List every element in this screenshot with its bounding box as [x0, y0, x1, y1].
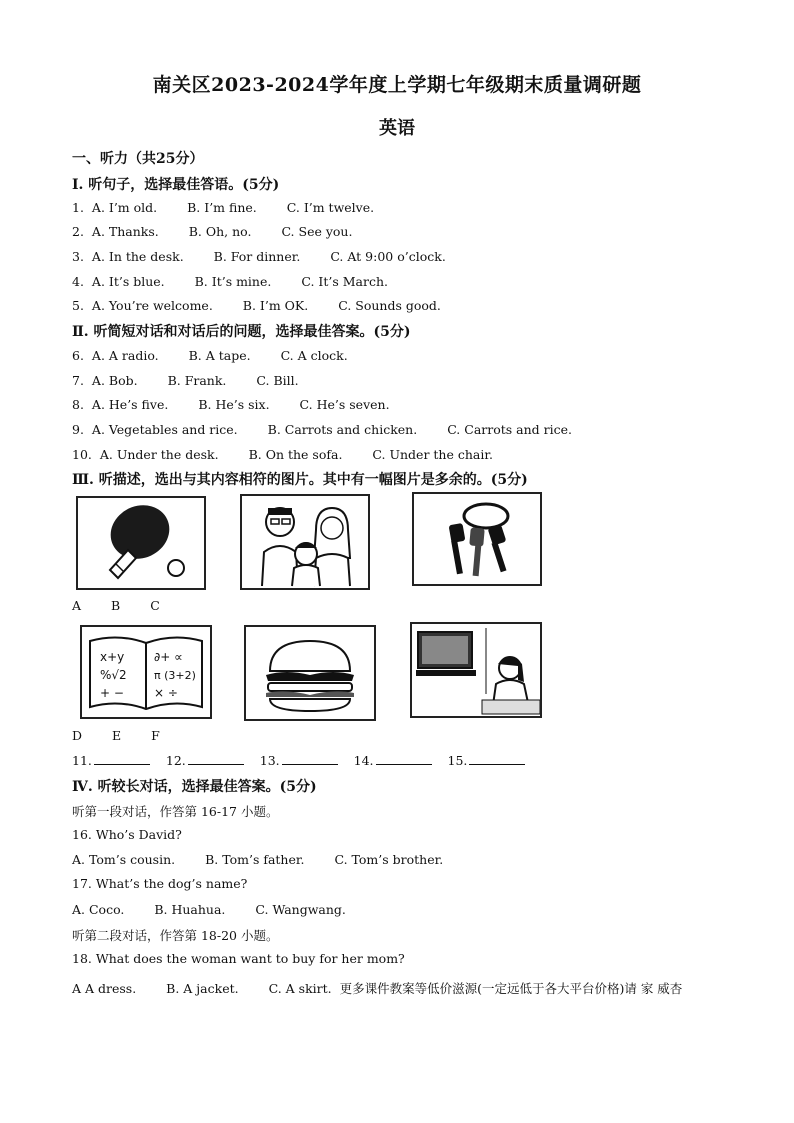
option-b: B. A jacket. — [166, 981, 239, 996]
page-title: 南关区2023-2024学年度上学期七年级期末质量调研题 — [152, 74, 642, 96]
letter-d: D — [72, 728, 83, 743]
option-c: C. Wangwang. — [255, 902, 346, 917]
part-heading-listening: 一、听力（共25分） — [72, 151, 204, 167]
dialogue-1-intro: 听第一段对话，作答第 16-17 小题。 — [72, 804, 279, 819]
option-c: C. Under the chair. — [372, 447, 493, 462]
question-number: 7. — [72, 373, 84, 388]
question-number: 2. — [72, 224, 84, 239]
answer-blank-12[interactable]: 12. — [166, 752, 244, 768]
subject-title: 英语 — [379, 118, 415, 139]
letter-c: C — [150, 598, 160, 613]
picture-d-math-book — [80, 625, 212, 719]
svg-text:π (3+2): π (3+2) — [154, 669, 196, 682]
question-6 — [72, 348, 374, 363]
option-a: A. You’re welcome. — [91, 298, 213, 313]
svg-text:× ÷: × ÷ — [154, 686, 178, 700]
option-b: B. Frank. — [167, 373, 227, 388]
option-b: B. For dinner. — [213, 249, 301, 264]
option-c: C. He’s seven. — [299, 397, 390, 412]
math-book-icon — [82, 627, 210, 717]
option-c: C. Tom’s brother. — [334, 852, 444, 867]
picture-a-ping-pong-paddle — [76, 496, 206, 590]
option-b: B. I’m fine. — [187, 200, 257, 215]
section-1-heading: Ⅰ. 听句子，选择最佳答语。(5分) — [72, 177, 280, 193]
question-number: 10. — [72, 447, 92, 462]
question-7 — [72, 373, 325, 388]
option-c: C. I’m twelve. — [286, 200, 375, 215]
option-c: C. It’s March. — [301, 274, 388, 289]
option-b: B. A tape. — [188, 348, 251, 363]
letter-e: E — [112, 728, 122, 743]
picture-b-family — [240, 494, 370, 590]
question-18: 18. What does the woman want to buy for her mom? — [72, 951, 405, 966]
option-b: B. I’m OK. — [242, 298, 309, 313]
option-c: C. A skirt. — [268, 981, 332, 996]
question-number: 3. — [72, 249, 84, 264]
question-18-options — [72, 979, 682, 997]
question-number: 6. — [72, 348, 84, 363]
option-c: C. A clock. — [280, 348, 348, 363]
question-5 — [72, 298, 467, 313]
answer-blank-11[interactable]: 11. — [72, 752, 150, 768]
question-17-options — [72, 902, 372, 917]
answer-blank-14[interactable]: 14. — [354, 752, 432, 768]
option-b: B. It’s mine. — [194, 274, 272, 289]
section-2-heading: Ⅱ. 听简短对话和对话后的问题，选择最佳答案。(5分) — [72, 324, 411, 340]
svg-text:%√2: %√2 — [100, 668, 127, 682]
hamburger-icon — [246, 627, 374, 719]
watching-tv-icon — [412, 624, 540, 716]
answer-blank-13[interactable]: 13. — [260, 752, 338, 768]
option-a: A. Tom’s cousin. — [72, 852, 176, 867]
question-number: 4. — [72, 274, 84, 289]
letter-f: F — [151, 728, 160, 743]
option-a: A A dress. — [72, 981, 137, 996]
option-a: A. Vegetables and rice. — [91, 422, 238, 437]
question-number: 8. — [72, 397, 84, 412]
svg-text:x+y: x+y — [100, 650, 125, 664]
svg-text:+ −: + − — [100, 686, 124, 700]
section-3-heading: Ⅲ. 听描述，选出与其内容相符的图片。其中有一幅图片是多余的。(5分) — [72, 472, 528, 488]
option-c: C. At 9:00 o’clock. — [330, 249, 446, 264]
picture-row-1-letters — [72, 598, 186, 613]
keys-icon — [414, 494, 540, 584]
dialogue-2-intro: 听第二段对话，作答第 18-20 小题。 — [72, 928, 279, 943]
question-3 — [72, 249, 472, 264]
option-c: C. Carrots and rice. — [447, 422, 572, 437]
option-a: A. Under the desk. — [99, 447, 219, 462]
svg-text:∂+ ∝: ∂+ ∝ — [154, 650, 183, 664]
answer-blank-15[interactable]: 15. — [448, 752, 526, 768]
letter-a: A — [72, 598, 82, 613]
question-4 — [72, 274, 414, 289]
option-c: C. Sounds good. — [338, 298, 441, 313]
question-8 — [72, 397, 416, 412]
question-9 — [72, 422, 598, 437]
advertisement-text: 更多课件教案等低价滋源(一定远低于各大平台价格)请 家 威杏 — [339, 981, 683, 996]
question-16-options — [72, 852, 469, 867]
ping-pong-paddle-icon — [78, 498, 204, 588]
picture-c-keys — [412, 492, 542, 586]
option-c: C. Bill. — [256, 373, 299, 388]
option-b: B. He’s six. — [198, 397, 270, 412]
picture-f-watching-tv — [410, 622, 542, 718]
question-10 — [72, 447, 519, 462]
option-a: A. It’s blue. — [91, 274, 165, 289]
question-number: 1. — [72, 200, 84, 215]
question-17: 17. What’s the dog’s name? — [72, 876, 248, 891]
question-number: 9. — [72, 422, 84, 437]
question-2 — [72, 224, 378, 239]
option-b: B. Carrots and chicken. — [267, 422, 418, 437]
picture-e-hamburger — [244, 625, 376, 721]
family-icon — [242, 496, 368, 588]
option-b: B. On the sofa. — [248, 447, 343, 462]
option-a: A. He’s five. — [91, 397, 169, 412]
question-number: 5. — [72, 298, 84, 313]
option-a: A. Bob. — [91, 373, 138, 388]
picture-row-2-letters — [72, 728, 186, 743]
option-a: A. I’m old. — [91, 200, 158, 215]
option-a: A. Coco. — [72, 902, 125, 917]
option-a: A. A radio. — [91, 348, 159, 363]
section-4-heading: Ⅳ. 听较长对话，选择最佳答案。(5分) — [72, 779, 317, 795]
question-16: 16. Who’s David? — [72, 827, 182, 842]
option-c: C. See you. — [281, 224, 353, 239]
option-a: A. Thanks. — [91, 224, 159, 239]
letter-b: B — [111, 598, 121, 613]
option-a: A. In the desk. — [91, 249, 184, 264]
answer-blanks — [72, 752, 537, 768]
option-b: B. Huahua. — [154, 902, 226, 917]
option-b: B. Oh, no. — [188, 224, 252, 239]
question-1 — [72, 200, 400, 215]
option-b: B. Tom’s father. — [205, 852, 305, 867]
